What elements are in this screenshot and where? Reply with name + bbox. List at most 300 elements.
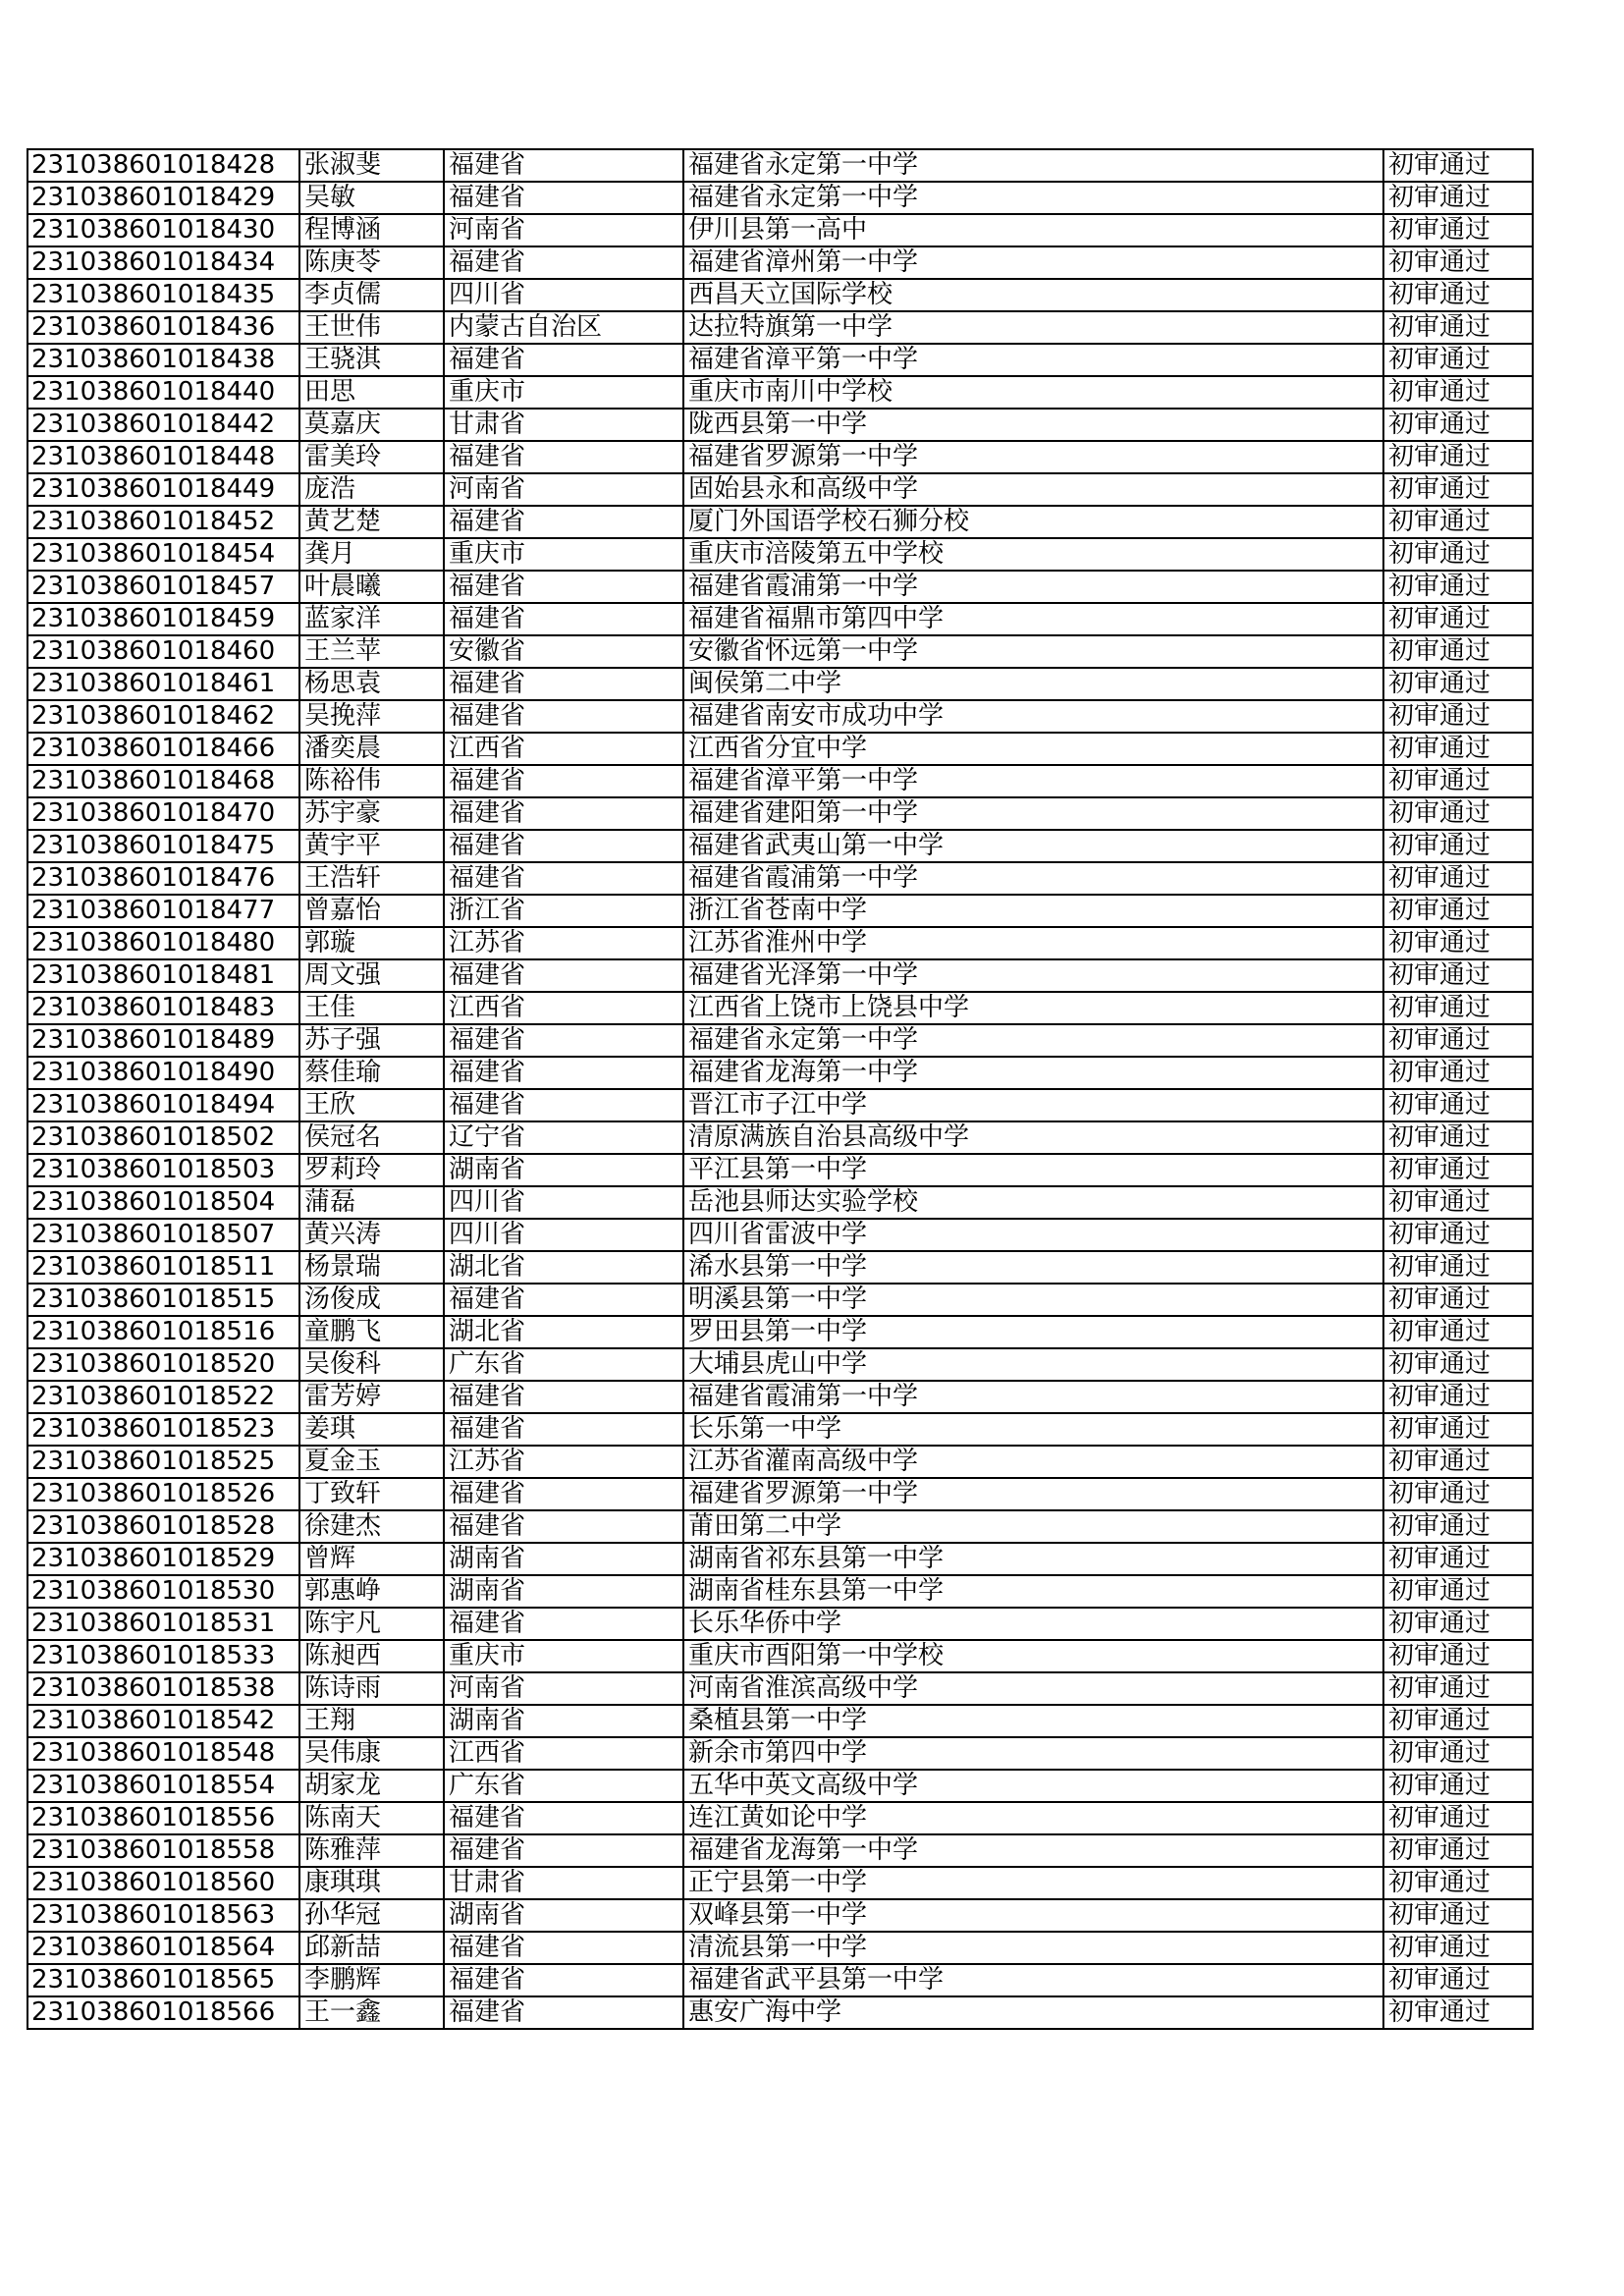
school-cell: 福建省龙海第一中学 — [683, 1057, 1383, 1089]
applicant-name-cell: 陈宇凡 — [299, 1608, 444, 1640]
applicant-name-cell: 蒲磊 — [299, 1186, 444, 1219]
school-cell: 重庆市南川中学校 — [683, 376, 1383, 409]
table-row — [27, 830, 1533, 862]
applicant-name-cell: 夏金玉 — [299, 1446, 444, 1478]
review-status-cell: 初审通过 — [1383, 409, 1533, 441]
table-row — [27, 571, 1533, 603]
table-row — [27, 1121, 1533, 1154]
province-cell: 福建省 — [444, 344, 683, 376]
applicant-name-cell: 罗莉玲 — [299, 1154, 444, 1186]
applicant-name-cell: 雷美玲 — [299, 441, 444, 473]
school-cell: 桑植县第一中学 — [683, 1705, 1383, 1737]
table-row — [27, 279, 1533, 311]
applicant-id-cell: 231038601018429 — [27, 182, 299, 214]
applicant-name-cell: 杨思袁 — [299, 668, 444, 700]
review-status-cell: 初审通过 — [1383, 344, 1533, 376]
review-status-cell: 初审通过 — [1383, 733, 1533, 765]
table-row — [27, 992, 1533, 1024]
table-row — [27, 1996, 1533, 2029]
province-cell: 福建省 — [444, 1024, 683, 1057]
school-cell: 明溪县第一中学 — [683, 1284, 1383, 1316]
table-row — [27, 1834, 1533, 1867]
applicant-id-cell: 231038601018460 — [27, 635, 299, 668]
review-status-cell: 初审通过 — [1383, 1899, 1533, 1932]
province-cell: 福建省 — [444, 1802, 683, 1834]
review-status-cell: 初审通过 — [1383, 182, 1533, 214]
review-status-cell: 初审通过 — [1383, 1608, 1533, 1640]
applicant-id-cell: 231038601018477 — [27, 895, 299, 927]
applicant-id-cell: 231038601018438 — [27, 344, 299, 376]
review-status-cell: 初审通过 — [1383, 1867, 1533, 1899]
province-cell: 内蒙古自治区 — [444, 311, 683, 344]
applicant-table — [27, 148, 1534, 2030]
table-row — [27, 1381, 1533, 1413]
school-cell: 新余市第四中学 — [683, 1737, 1383, 1770]
applicant-name-cell: 童鹏飞 — [299, 1316, 444, 1348]
applicant-id-cell: 231038601018566 — [27, 1996, 299, 2029]
applicant-table-body — [27, 149, 1533, 2029]
applicant-name-cell: 苏宇豪 — [299, 797, 444, 830]
school-cell: 福建省南安市成功中学 — [683, 700, 1383, 733]
table-row — [27, 538, 1533, 571]
school-cell: 福建省漳平第一中学 — [683, 765, 1383, 797]
province-cell: 浙江省 — [444, 895, 683, 927]
applicant-name-cell: 张淑斐 — [299, 149, 444, 182]
school-cell: 福建省武平县第一中学 — [683, 1964, 1383, 1996]
province-cell: 福建省 — [444, 1413, 683, 1446]
table-row — [27, 441, 1533, 473]
applicant-id-cell: 231038601018489 — [27, 1024, 299, 1057]
province-cell: 广东省 — [444, 1770, 683, 1802]
province-cell: 广东省 — [444, 1348, 683, 1381]
school-cell: 湖南省祁东县第一中学 — [683, 1543, 1383, 1575]
table-row — [27, 1413, 1533, 1446]
school-cell: 福建省霞浦第一中学 — [683, 1381, 1383, 1413]
school-cell: 长乐华侨中学 — [683, 1608, 1383, 1640]
review-status-cell: 初审通过 — [1383, 1932, 1533, 1964]
applicant-name-cell: 陈裕伟 — [299, 765, 444, 797]
review-status-cell: 初审通过 — [1383, 149, 1533, 182]
province-cell: 福建省 — [444, 246, 683, 279]
school-cell: 福建省光泽第一中学 — [683, 959, 1383, 992]
applicant-name-cell: 陈雅萍 — [299, 1834, 444, 1867]
province-cell: 江西省 — [444, 1737, 683, 1770]
review-status-cell: 初审通过 — [1383, 246, 1533, 279]
applicant-name-cell: 吴挽萍 — [299, 700, 444, 733]
applicant-id-cell: 231038601018481 — [27, 959, 299, 992]
school-cell: 晋江市子江中学 — [683, 1089, 1383, 1121]
school-cell: 重庆市酉阳第一中学校 — [683, 1640, 1383, 1672]
applicant-name-cell: 邱新喆 — [299, 1932, 444, 1964]
table-row — [27, 1770, 1533, 1802]
school-cell: 江苏省淮州中学 — [683, 927, 1383, 959]
review-status-cell: 初审通过 — [1383, 1089, 1533, 1121]
table-row — [27, 1932, 1533, 1964]
school-cell: 长乐第一中学 — [683, 1413, 1383, 1446]
table-row — [27, 1186, 1533, 1219]
applicant-id-cell: 231038601018554 — [27, 1770, 299, 1802]
review-status-cell: 初审通过 — [1383, 538, 1533, 571]
school-cell: 福建省霞浦第一中学 — [683, 862, 1383, 895]
review-status-cell: 初审通过 — [1383, 1348, 1533, 1381]
province-cell: 河南省 — [444, 214, 683, 246]
table-row — [27, 1219, 1533, 1251]
province-cell: 福建省 — [444, 1964, 683, 1996]
applicant-id-cell: 231038601018520 — [27, 1348, 299, 1381]
province-cell: 福建省 — [444, 797, 683, 830]
province-cell: 湖南省 — [444, 1705, 683, 1737]
province-cell: 福建省 — [444, 571, 683, 603]
province-cell: 福建省 — [444, 441, 683, 473]
review-status-cell: 初审通过 — [1383, 1834, 1533, 1867]
applicant-id-cell: 231038601018529 — [27, 1543, 299, 1575]
school-cell: 福建省罗源第一中学 — [683, 1478, 1383, 1510]
table-row — [27, 1024, 1533, 1057]
applicant-id-cell: 231038601018490 — [27, 1057, 299, 1089]
school-cell: 福建省霞浦第一中学 — [683, 571, 1383, 603]
province-cell: 福建省 — [444, 603, 683, 635]
school-cell: 江西省上饶市上饶县中学 — [683, 992, 1383, 1024]
review-status-cell: 初审通过 — [1383, 1251, 1533, 1284]
applicant-name-cell: 苏子强 — [299, 1024, 444, 1057]
applicant-name-cell: 陈南天 — [299, 1802, 444, 1834]
review-status-cell: 初审通过 — [1383, 1510, 1533, 1543]
applicant-id-cell: 231038601018434 — [27, 246, 299, 279]
applicant-id-cell: 231038601018563 — [27, 1899, 299, 1932]
applicant-id-cell: 231038601018461 — [27, 668, 299, 700]
applicant-id-cell: 231038601018523 — [27, 1413, 299, 1446]
province-cell: 福建省 — [444, 668, 683, 700]
applicant-id-cell: 231038601018435 — [27, 279, 299, 311]
table-row — [27, 1251, 1533, 1284]
applicant-name-cell: 姜琪 — [299, 1413, 444, 1446]
school-cell: 大埔县虎山中学 — [683, 1348, 1383, 1381]
applicant-id-cell: 231038601018468 — [27, 765, 299, 797]
review-status-cell: 初审通过 — [1383, 1316, 1533, 1348]
review-status-cell: 初审通过 — [1383, 1964, 1533, 1996]
review-status-cell: 初审通过 — [1383, 1640, 1533, 1672]
applicant-name-cell: 康琪琪 — [299, 1867, 444, 1899]
applicant-id-cell: 231038601018494 — [27, 1089, 299, 1121]
applicant-id-cell: 231038601018564 — [27, 1932, 299, 1964]
school-cell: 达拉特旗第一中学 — [683, 311, 1383, 344]
school-cell: 平江县第一中学 — [683, 1154, 1383, 1186]
school-cell: 连江黄如论中学 — [683, 1802, 1383, 1834]
applicant-id-cell: 231038601018516 — [27, 1316, 299, 1348]
review-status-cell: 初审通过 — [1383, 1284, 1533, 1316]
applicant-name-cell: 吴伟康 — [299, 1737, 444, 1770]
province-cell: 湖北省 — [444, 1316, 683, 1348]
province-cell: 河南省 — [444, 473, 683, 506]
table-row — [27, 765, 1533, 797]
applicant-id-cell: 231038601018522 — [27, 1381, 299, 1413]
review-status-cell: 初审通过 — [1383, 635, 1533, 668]
applicant-id-cell: 231038601018442 — [27, 409, 299, 441]
applicant-name-cell: 雷芳婷 — [299, 1381, 444, 1413]
applicant-name-cell: 李鹏辉 — [299, 1964, 444, 1996]
review-status-cell: 初审通过 — [1383, 765, 1533, 797]
table-row — [27, 1964, 1533, 1996]
applicant-id-cell: 231038601018515 — [27, 1284, 299, 1316]
review-status-cell: 初审通过 — [1383, 1705, 1533, 1737]
applicant-name-cell: 丁致轩 — [299, 1478, 444, 1510]
school-cell: 福建省福鼎市第四中学 — [683, 603, 1383, 635]
applicant-id-cell: 231038601018511 — [27, 1251, 299, 1284]
applicant-id-cell: 231038601018462 — [27, 700, 299, 733]
applicant-id-cell: 231038601018440 — [27, 376, 299, 409]
school-cell: 岳池县师达实验学校 — [683, 1186, 1383, 1219]
school-cell: 湖南省桂东县第一中学 — [683, 1575, 1383, 1608]
province-cell: 福建省 — [444, 765, 683, 797]
school-cell: 重庆市涪陵第五中学校 — [683, 538, 1383, 571]
province-cell: 湖南省 — [444, 1575, 683, 1608]
applicant-name-cell: 王翔 — [299, 1705, 444, 1737]
review-status-cell: 初审通过 — [1383, 1770, 1533, 1802]
table-row — [27, 895, 1533, 927]
table-row — [27, 473, 1533, 506]
school-cell: 清流县第一中学 — [683, 1932, 1383, 1964]
table-row — [27, 1089, 1533, 1121]
review-status-cell: 初审通过 — [1383, 441, 1533, 473]
table-row — [27, 1316, 1533, 1348]
applicant-id-cell: 231038601018560 — [27, 1867, 299, 1899]
school-cell: 闽侯第二中学 — [683, 668, 1383, 700]
table-row — [27, 1640, 1533, 1672]
table-row — [27, 797, 1533, 830]
review-status-cell: 初审通过 — [1383, 1575, 1533, 1608]
school-cell: 福建省漳州第一中学 — [683, 246, 1383, 279]
applicant-name-cell: 陈庚苓 — [299, 246, 444, 279]
province-cell: 福建省 — [444, 1057, 683, 1089]
review-status-cell: 初审通过 — [1383, 1154, 1533, 1186]
applicant-id-cell: 231038601018558 — [27, 1834, 299, 1867]
province-cell: 四川省 — [444, 279, 683, 311]
review-status-cell: 初审通过 — [1383, 1446, 1533, 1478]
province-cell: 福建省 — [444, 1932, 683, 1964]
province-cell: 福建省 — [444, 700, 683, 733]
applicant-id-cell: 231038601018483 — [27, 992, 299, 1024]
table-row — [27, 1802, 1533, 1834]
applicant-name-cell: 庞浩 — [299, 473, 444, 506]
table-row — [27, 603, 1533, 635]
school-cell: 福建省建阳第一中学 — [683, 797, 1383, 830]
table-row — [27, 1478, 1533, 1510]
applicant-id-cell: 231038601018452 — [27, 506, 299, 538]
table-row — [27, 149, 1533, 182]
table-row — [27, 635, 1533, 668]
table-row — [27, 214, 1533, 246]
province-cell: 江西省 — [444, 992, 683, 1024]
province-cell: 福建省 — [444, 830, 683, 862]
review-status-cell: 初审通过 — [1383, 700, 1533, 733]
applicant-name-cell: 孙华冠 — [299, 1899, 444, 1932]
school-cell: 固始县永和高级中学 — [683, 473, 1383, 506]
table-row — [27, 927, 1533, 959]
applicant-id-cell: 231038601018548 — [27, 1737, 299, 1770]
province-cell: 福建省 — [444, 1996, 683, 2029]
review-status-cell: 初审通过 — [1383, 1024, 1533, 1057]
table-row — [27, 182, 1533, 214]
review-status-cell: 初审通过 — [1383, 1381, 1533, 1413]
province-cell: 湖南省 — [444, 1543, 683, 1575]
school-cell: 安徽省怀远第一中学 — [683, 635, 1383, 668]
applicant-name-cell: 黄艺楚 — [299, 506, 444, 538]
review-status-cell: 初审通过 — [1383, 1802, 1533, 1834]
province-cell: 江苏省 — [444, 1446, 683, 1478]
province-cell: 江西省 — [444, 733, 683, 765]
school-cell: 正宁县第一中学 — [683, 1867, 1383, 1899]
review-status-cell: 初审通过 — [1383, 603, 1533, 635]
school-cell: 浙江省苍南中学 — [683, 895, 1383, 927]
applicant-id-cell: 231038601018428 — [27, 149, 299, 182]
table-row — [27, 1672, 1533, 1705]
province-cell: 重庆市 — [444, 376, 683, 409]
review-status-cell: 初审通过 — [1383, 1413, 1533, 1446]
review-status-cell: 初审通过 — [1383, 862, 1533, 895]
applicant-id-cell: 231038601018480 — [27, 927, 299, 959]
table-row — [27, 1867, 1533, 1899]
applicant-id-cell: 231038601018457 — [27, 571, 299, 603]
table-row — [27, 1705, 1533, 1737]
review-status-cell: 初审通过 — [1383, 506, 1533, 538]
applicant-name-cell: 周文强 — [299, 959, 444, 992]
applicant-id-cell: 231038601018526 — [27, 1478, 299, 1510]
school-cell: 江西省分宜中学 — [683, 733, 1383, 765]
applicant-name-cell: 王欣 — [299, 1089, 444, 1121]
school-cell: 福建省龙海第一中学 — [683, 1834, 1383, 1867]
province-cell: 福建省 — [444, 1608, 683, 1640]
province-cell: 福建省 — [444, 1089, 683, 1121]
table-row — [27, 668, 1533, 700]
applicant-name-cell: 王佳 — [299, 992, 444, 1024]
applicant-name-cell: 曾辉 — [299, 1543, 444, 1575]
applicant-name-cell: 侯冠名 — [299, 1121, 444, 1154]
review-status-cell: 初审通过 — [1383, 1219, 1533, 1251]
province-cell: 江苏省 — [444, 927, 683, 959]
school-cell: 四川省雷波中学 — [683, 1219, 1383, 1251]
applicant-id-cell: 231038601018466 — [27, 733, 299, 765]
review-status-cell: 初审通过 — [1383, 895, 1533, 927]
table-row — [27, 1575, 1533, 1608]
review-status-cell: 初审通过 — [1383, 376, 1533, 409]
applicant-id-cell: 231038601018470 — [27, 797, 299, 830]
applicant-name-cell: 蓝家洋 — [299, 603, 444, 635]
table-row — [27, 1446, 1533, 1478]
province-cell: 福建省 — [444, 1510, 683, 1543]
school-cell: 河南省淮滨高级中学 — [683, 1672, 1383, 1705]
province-cell: 福建省 — [444, 959, 683, 992]
applicant-id-cell: 231038601018530 — [27, 1575, 299, 1608]
province-cell: 湖南省 — [444, 1154, 683, 1186]
applicant-name-cell: 杨景瑞 — [299, 1251, 444, 1284]
review-status-cell: 初审通过 — [1383, 1543, 1533, 1575]
review-status-cell: 初审通过 — [1383, 959, 1533, 992]
table-row — [27, 1608, 1533, 1640]
review-status-cell: 初审通过 — [1383, 214, 1533, 246]
province-cell: 甘肃省 — [444, 1867, 683, 1899]
applicant-id-cell: 231038601018476 — [27, 862, 299, 895]
applicant-name-cell: 莫嘉庆 — [299, 409, 444, 441]
review-status-cell: 初审通过 — [1383, 992, 1533, 1024]
table-row — [27, 1899, 1533, 1932]
province-cell: 四川省 — [444, 1219, 683, 1251]
province-cell: 福建省 — [444, 1284, 683, 1316]
applicant-name-cell: 王一鑫 — [299, 1996, 444, 2029]
province-cell: 福建省 — [444, 1834, 683, 1867]
review-status-cell: 初审通过 — [1383, 668, 1533, 700]
applicant-id-cell: 231038601018430 — [27, 214, 299, 246]
applicant-id-cell: 231038601018556 — [27, 1802, 299, 1834]
applicant-id-cell: 231038601018502 — [27, 1121, 299, 1154]
applicant-name-cell: 王兰苹 — [299, 635, 444, 668]
applicant-name-cell: 吴敏 — [299, 182, 444, 214]
province-cell: 福建省 — [444, 149, 683, 182]
table-row — [27, 959, 1533, 992]
applicant-name-cell: 田思 — [299, 376, 444, 409]
province-cell: 湖北省 — [444, 1251, 683, 1284]
school-cell: 江苏省灌南高级中学 — [683, 1446, 1383, 1478]
applicant-id-cell: 231038601018538 — [27, 1672, 299, 1705]
applicant-id-cell: 231038601018504 — [27, 1186, 299, 1219]
province-cell: 河南省 — [444, 1672, 683, 1705]
review-status-cell: 初审通过 — [1383, 311, 1533, 344]
table-row — [27, 311, 1533, 344]
school-cell: 惠安广海中学 — [683, 1996, 1383, 2029]
applicant-id-cell: 231038601018454 — [27, 538, 299, 571]
applicant-name-cell: 徐建杰 — [299, 1510, 444, 1543]
school-cell: 清原满族自治县高级中学 — [683, 1121, 1383, 1154]
applicant-id-cell: 231038601018475 — [27, 830, 299, 862]
review-status-cell: 初审通过 — [1383, 927, 1533, 959]
table-row — [27, 344, 1533, 376]
applicant-id-cell: 231038601018503 — [27, 1154, 299, 1186]
table-row — [27, 1348, 1533, 1381]
applicant-name-cell: 王浩轩 — [299, 862, 444, 895]
applicant-id-cell: 231038601018528 — [27, 1510, 299, 1543]
table-row — [27, 1543, 1533, 1575]
province-cell: 甘肃省 — [444, 409, 683, 441]
applicant-name-cell: 李贞儒 — [299, 279, 444, 311]
review-status-cell: 初审通过 — [1383, 797, 1533, 830]
province-cell: 安徽省 — [444, 635, 683, 668]
school-cell: 福建省武夷山第一中学 — [683, 830, 1383, 862]
table-row — [27, 506, 1533, 538]
applicant-name-cell: 程博涵 — [299, 214, 444, 246]
applicant-id-cell: 231038601018459 — [27, 603, 299, 635]
school-cell: 莆田第二中学 — [683, 1510, 1383, 1543]
applicant-name-cell: 黄兴涛 — [299, 1219, 444, 1251]
school-cell: 伊川县第一高中 — [683, 214, 1383, 246]
applicant-name-cell: 叶晨曦 — [299, 571, 444, 603]
province-cell: 重庆市 — [444, 1640, 683, 1672]
school-cell: 厦门外国语学校石狮分校 — [683, 506, 1383, 538]
applicant-name-cell: 王骁淇 — [299, 344, 444, 376]
school-cell: 浠水县第一中学 — [683, 1251, 1383, 1284]
review-status-cell: 初审通过 — [1383, 830, 1533, 862]
applicant-name-cell: 陈诗雨 — [299, 1672, 444, 1705]
province-cell: 福建省 — [444, 506, 683, 538]
table-row — [27, 1154, 1533, 1186]
table-row — [27, 733, 1533, 765]
applicant-id-cell: 231038601018525 — [27, 1446, 299, 1478]
review-status-cell: 初审通过 — [1383, 1186, 1533, 1219]
table-row — [27, 1737, 1533, 1770]
applicant-name-cell: 潘奕晨 — [299, 733, 444, 765]
review-status-cell: 初审通过 — [1383, 473, 1533, 506]
province-cell: 辽宁省 — [444, 1121, 683, 1154]
applicant-name-cell: 龚月 — [299, 538, 444, 571]
table-row — [27, 1510, 1533, 1543]
